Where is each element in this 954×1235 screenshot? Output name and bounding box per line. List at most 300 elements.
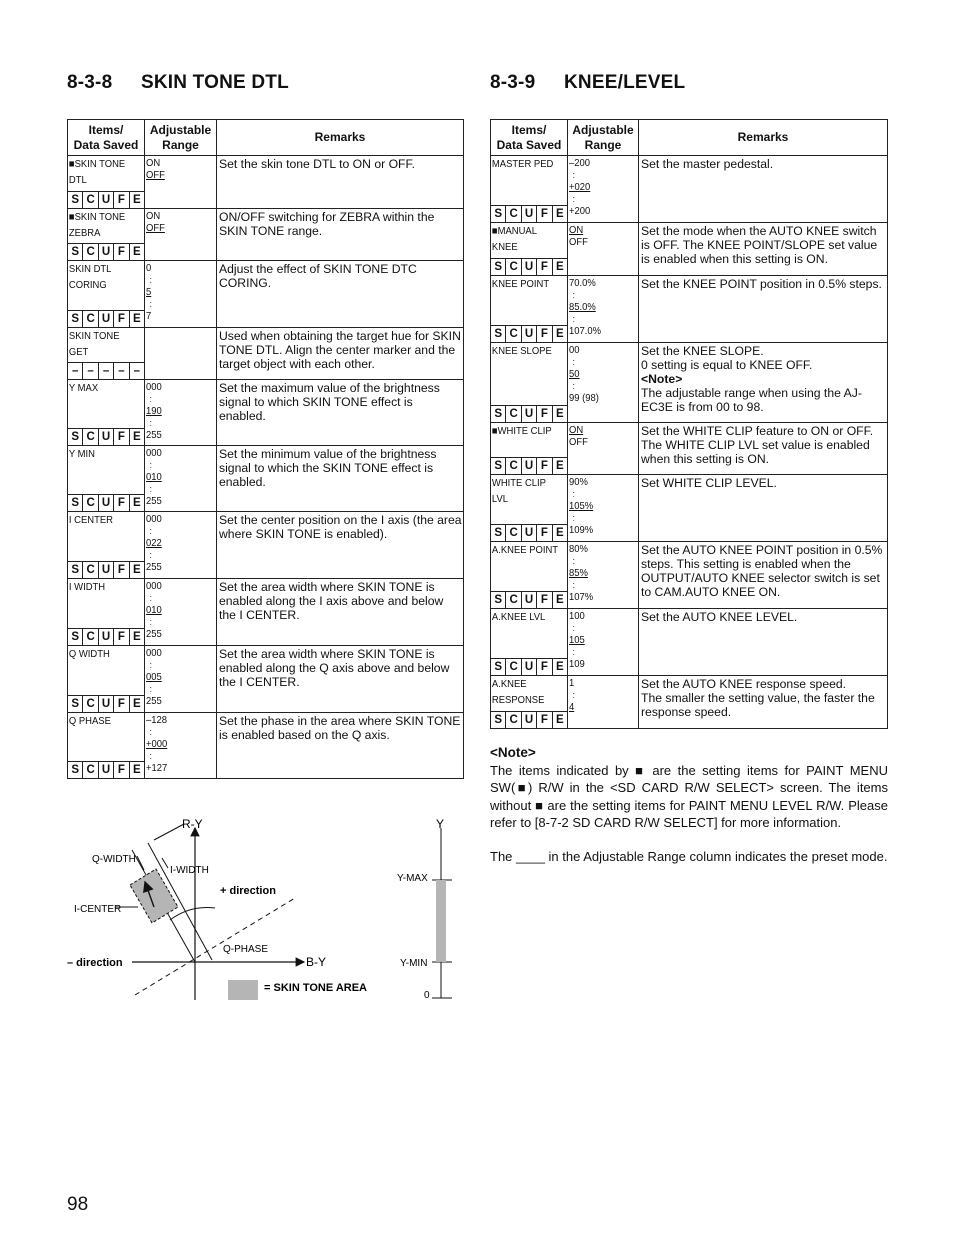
range-value: 109 <box>569 658 585 670</box>
item-name: I WIDTH <box>68 581 106 593</box>
item-name: Q WIDTH <box>68 648 110 660</box>
flag-s: S <box>491 326 506 342</box>
range-values <box>145 579 216 640</box>
skin-tone-dtl-table <box>67 119 464 779</box>
flag-s: S <box>68 429 83 445</box>
range-values <box>568 676 638 713</box>
flag-e: E <box>132 194 141 206</box>
table-row <box>68 713 464 779</box>
range-value: 000 <box>146 513 162 525</box>
range-value: 255 <box>146 429 162 441</box>
range-value: 000 <box>146 647 162 659</box>
legend-swatch <box>228 980 258 1000</box>
range-preset-value: ON <box>569 224 584 236</box>
flag-f: F <box>114 495 129 511</box>
range-value: 100 <box>569 610 585 622</box>
range-preset-value: OFF <box>146 169 165 181</box>
flag-s: S <box>491 206 506 222</box>
flag-c: C <box>83 192 98 208</box>
flag-u: U <box>99 562 114 578</box>
range-values <box>145 380 216 441</box>
remarks-cell <box>639 676 888 729</box>
remarks-text: Set the skin tone DTL to ON or OFF. <box>219 157 415 171</box>
range-preset-value: 010 <box>146 471 162 483</box>
data-saved-flags <box>491 258 567 275</box>
flag-e: E <box>555 594 564 606</box>
section-number: 8-3-9 <box>490 72 536 93</box>
item-name: SKIN DTL <box>68 263 112 275</box>
flag-u: U <box>522 712 537 728</box>
range-values <box>145 156 216 181</box>
data-saved-flags <box>491 591 567 608</box>
flag-u: U <box>99 192 114 208</box>
item-name: DTL <box>68 174 87 186</box>
remarks-text: Set the KNEE POINT position in 0.5% steps. <box>641 277 882 291</box>
remarks-text: 0 setting is equal to KNEE OFF. <box>641 358 813 372</box>
item-cell <box>491 542 568 609</box>
item-cell <box>491 609 568 676</box>
i-axis-line <box>154 824 184 840</box>
flag-s: S <box>491 525 506 541</box>
note-block <box>490 744 888 865</box>
flag-e: E <box>555 527 564 539</box>
table-row <box>491 423 888 475</box>
range-cell <box>568 423 639 475</box>
item-name: SKIN TONE <box>68 330 120 342</box>
q-width-arrow <box>137 856 144 870</box>
flag-f: F <box>537 206 552 222</box>
remarks-cell <box>217 512 464 579</box>
range-value: : <box>572 194 575 204</box>
remarks-cell <box>217 713 464 779</box>
flag-s: S <box>68 762 83 778</box>
table-row <box>491 343 888 423</box>
remarks-text: Set the AUTO KNEE POINT position in 0.5% steps. This setting is enabled when the OUTPUT/AUTO KNEE selector switch is set to CAM.AUTO KNEE ON. <box>641 543 883 599</box>
range-preset-value: 005 <box>146 671 162 683</box>
phase-arc <box>170 908 215 921</box>
range-value: 0 <box>146 262 152 274</box>
flag-c: C <box>506 592 521 608</box>
range-cell <box>568 676 639 729</box>
table-row <box>491 156 888 223</box>
flag-u: U <box>522 592 537 608</box>
range-value: : <box>149 593 152 603</box>
q-phase-label: Q-PHASE <box>223 944 269 955</box>
item-name: Y MIN <box>68 448 95 460</box>
range-value: : <box>572 357 575 367</box>
remarks-cell <box>639 223 888 276</box>
range-value: : <box>572 556 575 566</box>
range-value: : <box>572 647 575 657</box>
flag-e: E <box>555 328 564 340</box>
range-value: : <box>149 751 152 761</box>
range-value: : <box>149 660 152 670</box>
item-cell <box>491 276 568 343</box>
range-value: : <box>572 489 575 499</box>
range-values <box>568 343 638 404</box>
range-preset-value: 190 <box>146 405 162 417</box>
remarks-text: The smaller the setting value, the faster the response speed. <box>641 691 875 719</box>
item-name: ■SKIN TONE <box>68 158 126 170</box>
range-values <box>568 475 638 536</box>
range-preset-value: 022 <box>146 537 162 549</box>
remarks-cell <box>217 209 464 261</box>
flag-c: C <box>83 429 98 445</box>
item-name: LVL <box>491 493 509 505</box>
range-value: : <box>149 684 152 694</box>
plus-direction-label: + direction <box>220 885 276 897</box>
item-name: ■SKIN TONE <box>68 211 126 223</box>
y-label: Y <box>436 817 445 831</box>
item-name: A.KNEE POINT <box>491 544 559 556</box>
range-value: –128 <box>146 714 168 726</box>
y-max-label: Y-MAX <box>397 873 428 884</box>
ry-label: R-Y <box>182 817 203 831</box>
item-name: MASTER PED <box>491 158 554 170</box>
flag-e: E <box>132 497 141 509</box>
range-cell <box>145 261 217 328</box>
range-value: 99 (98) <box>569 392 599 404</box>
range-cell <box>568 475 639 542</box>
range-cell <box>145 328 217 380</box>
flag-s: S <box>68 696 83 712</box>
table-row <box>68 380 464 446</box>
flag-c: C <box>83 629 98 645</box>
range-preset-value: 85% <box>569 567 588 579</box>
header-items: Items/ Data Saved <box>68 120 145 156</box>
flag-e: E <box>555 460 564 472</box>
range-value: 107% <box>569 591 594 603</box>
item-cell <box>68 512 145 579</box>
range-preset-value: 105 <box>569 634 585 646</box>
flag-e: E <box>132 564 141 576</box>
range-value: 70.0% <box>569 277 596 289</box>
header-remarks: Remarks <box>639 120 888 156</box>
note-paragraph: The items indicated by ■ are the setting items for PAINT MENU SW(■) R/W in the <SD CARD R/W SELECT> screen. The items without ■ are the setting items for PAINT MENU LEVEL R/W. Please refer to [8-7-2 SD CARD R/W SELECT] for more information. <box>490 763 888 830</box>
range-values <box>568 542 638 603</box>
flag-u: U <box>522 458 537 474</box>
range-value: 255 <box>146 695 162 707</box>
range-value: 107.0% <box>569 325 602 337</box>
table-row <box>491 609 888 676</box>
range-value: 90% <box>569 476 588 488</box>
item-cell <box>68 380 145 446</box>
section-name: SKIN TONE DTL <box>141 72 289 93</box>
data-saved-flags <box>491 711 567 728</box>
flag-s: S <box>491 406 506 422</box>
item-cell <box>491 423 568 475</box>
flag-f: F <box>537 525 552 541</box>
data-saved-flags <box>68 628 144 645</box>
i-center-label: I-CENTER <box>74 904 122 915</box>
flag-e: E <box>132 698 141 710</box>
item-name: KNEE <box>491 241 518 253</box>
range-value: : <box>572 690 575 700</box>
range-value: +127 <box>146 762 168 774</box>
range-value: : <box>149 460 152 470</box>
remarks-text: Set the AUTO KNEE response speed. <box>641 677 847 691</box>
range-preset-value: OFF <box>146 222 165 234</box>
data-saved-flags <box>491 658 567 675</box>
flag-u: U <box>99 429 114 445</box>
remarks-text: Set WHITE CLIP LEVEL. <box>641 476 777 490</box>
remarks-text: Adjust the effect of SKIN TONE DTC CORING. <box>219 262 417 290</box>
table-row <box>491 542 888 609</box>
flag-c: C <box>506 712 521 728</box>
flag-s: S <box>491 592 506 608</box>
range-value: 109% <box>569 524 594 536</box>
flag-s: S <box>491 659 506 675</box>
item-name: ■WHITE CLIP <box>491 425 552 437</box>
range-value: 1 <box>569 677 575 689</box>
remarks-note-text: The adjustable range when using the AJ-EC3E is from 00 to 98. <box>641 386 862 414</box>
range-cell <box>568 156 639 223</box>
flag-s: S <box>68 244 83 260</box>
range-cell <box>145 209 217 261</box>
flag-f: F <box>114 562 129 578</box>
table-row <box>491 223 888 276</box>
item-name: KNEE SLOPE <box>491 345 552 357</box>
range-values <box>145 713 216 774</box>
remarks-text: Set the area width where SKIN TONE is enabled along the I axis above and below the I CENTER. <box>219 580 444 622</box>
range-preset-value: +020 <box>569 181 591 193</box>
flag-e: E <box>555 714 564 726</box>
section-name: KNEE/LEVEL <box>564 72 686 93</box>
item-cell <box>68 446 145 512</box>
item-name: A.KNEE LVL <box>491 611 546 623</box>
remarks-text: Set the master pedestal. <box>641 157 774 171</box>
table-row <box>491 676 888 729</box>
item-cell <box>68 209 145 261</box>
item-name: CORING <box>68 279 107 291</box>
item-cell <box>68 646 145 713</box>
remarks-cell <box>217 380 464 446</box>
remarks-text: Set the phase in the area where SKIN TONE is enabled based on the Q axis. <box>219 714 461 742</box>
remarks-cell <box>217 579 464 646</box>
flag-s: S <box>68 495 83 511</box>
table-row <box>68 646 464 713</box>
range-cell <box>145 646 217 713</box>
flag-f: F <box>114 629 129 645</box>
flag-u: U <box>99 762 114 778</box>
flag-s: S <box>491 259 506 275</box>
range-value: 80% <box>569 543 588 555</box>
remarks-cell <box>639 475 888 542</box>
flag-s: S <box>68 192 83 208</box>
y-min-label: Y-MIN <box>400 958 428 969</box>
flag-e: E <box>555 261 564 273</box>
item-name: RESPONSE <box>491 694 545 706</box>
range-values <box>568 223 638 248</box>
range-values <box>145 446 216 507</box>
remarks-cell <box>639 609 888 676</box>
range-cell <box>568 223 639 276</box>
flag-c: C <box>506 659 521 675</box>
range-value: +200 <box>569 205 591 217</box>
flag-e: E <box>555 661 564 673</box>
flag-f: F <box>114 311 129 327</box>
data-saved-flags <box>68 362 144 379</box>
flag-f: F <box>114 762 129 778</box>
range-value: : <box>149 617 152 627</box>
range-values <box>145 512 216 573</box>
flag-c: C <box>506 259 521 275</box>
flag-none: – <box>68 363 83 379</box>
range-values <box>145 328 216 329</box>
data-saved-flags <box>491 325 567 342</box>
flag-u: U <box>522 406 537 422</box>
flag-c: C <box>506 326 521 342</box>
item-name: Y MAX <box>68 382 99 394</box>
range-value: : <box>149 394 152 404</box>
range-value: : <box>572 170 575 180</box>
remarks-cell <box>639 423 888 475</box>
item-name: ZEBRA <box>68 227 101 239</box>
table-row <box>68 156 464 209</box>
flag-e: E <box>555 408 564 420</box>
range-values <box>568 609 638 670</box>
range-value: 00 <box>569 344 580 356</box>
data-saved-flags <box>491 524 567 541</box>
data-saved-flags <box>68 243 144 260</box>
data-saved-flags <box>68 695 144 712</box>
flag-u: U <box>99 244 114 260</box>
flag-s: S <box>68 562 83 578</box>
flag-f: F <box>537 406 552 422</box>
flag-none: – <box>114 363 129 379</box>
range-value: : <box>149 484 152 494</box>
range-value: : <box>572 290 575 300</box>
range-value: : <box>572 580 575 590</box>
remarks-text: Set the WHITE CLIP feature to ON or OFF. The WHITE CLIP LVL set value is enabled when this setting is ON. <box>641 424 874 466</box>
range-preset-value: 010 <box>146 604 162 616</box>
flag-c: C <box>506 525 521 541</box>
range-value: 000 <box>146 447 162 459</box>
item-name: ■MANUAL <box>491 225 537 237</box>
item-cell <box>491 475 568 542</box>
flag-f: F <box>114 244 129 260</box>
item-name: KNEE POINT <box>491 278 550 290</box>
flag-f: F <box>114 429 129 445</box>
range-value: OFF <box>569 436 588 448</box>
item-cell <box>68 328 145 380</box>
remarks-text: Set the center position on the I axis (the area where SKIN TONE is enabled). <box>219 513 462 541</box>
page-number: 98 <box>67 1194 89 1215</box>
flag-s: S <box>68 311 83 327</box>
header-range: Adjustable Range <box>568 120 639 156</box>
skin-tone-area-shape <box>130 869 178 923</box>
table-row <box>491 475 888 542</box>
flag-e: E <box>132 313 141 325</box>
range-value: 000 <box>146 381 162 393</box>
item-name: I CENTER <box>68 514 114 526</box>
table-header-row <box>68 120 464 156</box>
flag-none: – <box>133 365 141 377</box>
flag-c: C <box>83 495 98 511</box>
range-cell <box>145 512 217 579</box>
item-name: Q PHASE <box>68 715 111 727</box>
table-row <box>68 261 464 328</box>
remarks-cell <box>217 646 464 713</box>
section-number: 8-3-8 <box>67 72 113 93</box>
section-title-knee-level <box>490 72 685 94</box>
table-row <box>68 579 464 646</box>
table-row <box>68 328 464 380</box>
range-values <box>568 276 638 337</box>
remarks-cell <box>639 276 888 343</box>
i-width-label: I-WIDTH <box>170 865 209 876</box>
remarks-text: Set the mode when the AUTO KNEE switch is OFF. The KNEE POINT/SLOPE set value is enabled when this setting is ON. <box>641 224 878 266</box>
range-value: OFF <box>569 236 588 248</box>
flag-s: S <box>68 629 83 645</box>
remarks-note-title: <Note> <box>641 372 683 386</box>
remarks-cell <box>639 156 888 223</box>
note-title: <Note> <box>490 745 536 760</box>
data-saved-flags <box>68 310 144 327</box>
data-saved-flags <box>68 191 144 208</box>
flag-e: E <box>132 764 141 776</box>
data-saved-flags <box>491 405 567 422</box>
flag-u: U <box>99 696 114 712</box>
item-name: GET <box>68 346 89 358</box>
flag-f: F <box>114 192 129 208</box>
table-header-row <box>491 120 888 156</box>
data-saved-flags <box>68 494 144 511</box>
flag-s: S <box>491 712 506 728</box>
range-value: : <box>149 550 152 560</box>
item-name: A.KNEE <box>491 678 527 690</box>
table-row <box>68 209 464 261</box>
flag-c: C <box>83 244 98 260</box>
item-cell <box>68 156 145 209</box>
range-preset-value: 5 <box>146 286 152 298</box>
y-range-bar <box>436 880 446 962</box>
range-preset-value: ON <box>569 424 584 436</box>
item-cell <box>68 713 145 779</box>
header-range: Adjustable Range <box>145 120 217 156</box>
range-value: 255 <box>146 628 162 640</box>
range-value: 000 <box>146 580 162 592</box>
range-value: ON <box>146 157 161 169</box>
flag-u: U <box>522 259 537 275</box>
range-value: ON <box>146 210 161 222</box>
i-width-arrow <box>162 858 168 868</box>
data-saved-flags <box>68 428 144 445</box>
flag-c: C <box>83 762 98 778</box>
flag-u: U <box>522 326 537 342</box>
item-cell <box>68 579 145 646</box>
remarks-text: ON/OFF switching for ZEBRA within the SKIN TONE range. <box>219 210 435 238</box>
range-value: : <box>572 623 575 633</box>
flag-f: F <box>537 592 552 608</box>
item-name: WHITE CLIP <box>491 477 546 489</box>
flag-u: U <box>99 629 114 645</box>
data-saved-flags <box>491 205 567 222</box>
range-values <box>145 646 216 707</box>
flag-u: U <box>99 495 114 511</box>
range-value: : <box>572 314 575 324</box>
remarks-cell <box>217 328 464 380</box>
table-row <box>491 276 888 343</box>
range-cell <box>568 542 639 609</box>
flag-u: U <box>99 311 114 327</box>
data-saved-flags <box>491 457 567 474</box>
range-value: : <box>149 418 152 428</box>
range-value: 7 <box>146 310 152 322</box>
range-preset-value: 50 <box>569 368 580 380</box>
flag-f: F <box>537 712 552 728</box>
range-cell <box>145 446 217 512</box>
